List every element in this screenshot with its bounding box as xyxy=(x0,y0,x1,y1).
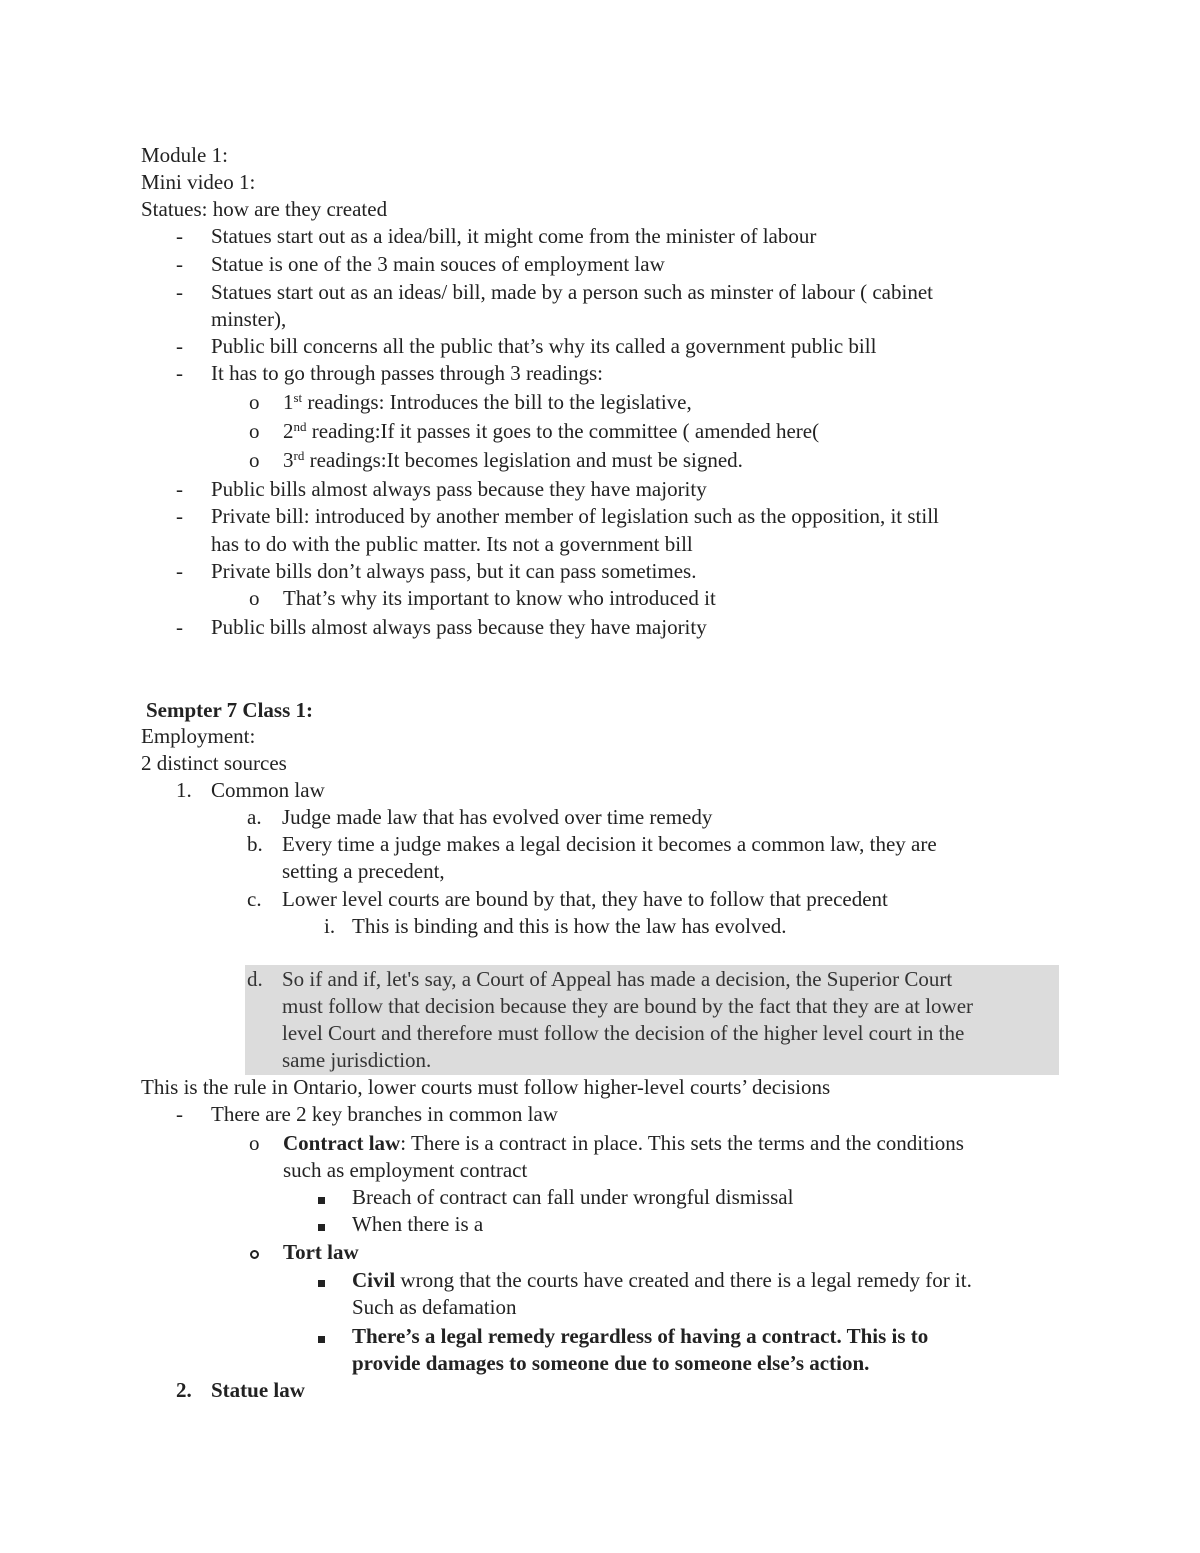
list-item: Statues start out as an ideas/ bill, made by a person such as minster of labour ( cabinet xyxy=(211,280,933,304)
circle-bullet: o xyxy=(249,448,260,472)
list-letter: a. xyxy=(247,805,262,829)
list-subsubitem: When there is a xyxy=(352,1212,484,1236)
bold-circle-bullet xyxy=(250,1239,259,1266)
square-bullet xyxy=(318,1323,325,1350)
dash-bullet: - xyxy=(176,224,183,248)
highlighted-text: So if and if, let's say, a Court of Appeal has made a decision, the Superior Court xyxy=(282,967,953,991)
list-subitem: Judge made law that has evolved over time remedy xyxy=(282,805,713,829)
circle-bullet: o xyxy=(249,419,260,443)
list-number: 1. xyxy=(176,778,192,802)
dash-bullet: - xyxy=(176,334,183,358)
reading-item-2: 2nd reading:If it passes it goes to the committee ( amended here( xyxy=(283,419,820,443)
list-subsubitem: Breach of contract can fall under wrongful dismissal xyxy=(352,1185,794,1209)
list-subsubitem: This is binding and this is how the law has evolved. xyxy=(352,914,787,938)
list-letter: b. xyxy=(247,832,263,856)
circle-bullet: o xyxy=(249,586,260,610)
reading-item-1: 1st readings: Introduces the bill to the legislative, xyxy=(283,390,692,414)
dash-bullet: - xyxy=(176,559,183,583)
remedy-item: There’s a legal remedy regardless of having a contract. This is to xyxy=(352,1324,929,1348)
dash-bullet: - xyxy=(176,361,183,385)
civil-item: Civil wrong that the courts have created and there is a legal remedy for it. xyxy=(352,1268,972,1292)
reading-item-3: 3rd readings:It becomes legislation and must be signed. xyxy=(283,448,743,472)
dash-bullet: - xyxy=(176,615,183,639)
sources-label: 2 distinct sources xyxy=(141,751,287,775)
dash-bullet: - xyxy=(176,477,183,501)
remedy-item-continuation: provide damages to someone due to someone else’s action. xyxy=(352,1351,870,1375)
statutes-topic: Statues: how are they created xyxy=(141,197,388,221)
circle-bullet: o xyxy=(249,390,260,414)
list-subitem-continuation: such as employment contract xyxy=(283,1158,528,1182)
list-item: Private bills don’t always pass, but it can pass sometimes. xyxy=(211,559,697,583)
list-letter: d. xyxy=(247,967,263,991)
list-item: Statue is one of the 3 main souces of employment law xyxy=(211,252,665,276)
section-title: Sempter 7 Class 1: xyxy=(146,698,314,722)
list-number: 2. xyxy=(176,1378,192,1402)
list-item: Public bills almost always pass because they have majority xyxy=(211,477,707,501)
circle-bullet: o xyxy=(249,1131,260,1155)
list-item: Common law xyxy=(211,778,325,802)
list-item: Statues start out as a idea/bill, it might come from the minister of labour xyxy=(211,224,817,248)
list-item: Statue law xyxy=(211,1378,305,1402)
list-item: It has to go through passes through 3 readings: xyxy=(211,361,603,385)
list-item-continuation: has to do with the public matter. Its not a government bill xyxy=(211,532,693,556)
dash-bullet: - xyxy=(176,1102,183,1126)
list-item: Public bill concerns all the public that’s why its called a government public bill xyxy=(211,334,877,358)
dash-bullet: - xyxy=(176,280,183,304)
tort-law-item: Tort law xyxy=(283,1240,359,1264)
highlighted-text: same jurisdiction. xyxy=(282,1048,432,1072)
list-item-continuation: minster), xyxy=(211,307,287,331)
list-letter: c. xyxy=(247,887,262,911)
highlighted-text: level Court and therefore must follow the decision of the higher level court in the xyxy=(282,1021,965,1045)
list-subitem: Every time a judge makes a legal decision it becomes a common law, they are xyxy=(282,832,937,856)
highlighted-text: must follow that decision because they are bound by the fact that they are at lower xyxy=(282,994,974,1018)
list-subsubitem-continuation: Such as defamation xyxy=(352,1295,517,1319)
module-heading: Module 1: xyxy=(141,143,228,167)
square-bullet xyxy=(318,1211,325,1238)
contract-law-item: Contract law: There is a contract in place. This sets the terms and the conditions xyxy=(283,1131,964,1155)
list-subitem: That’s why its important to know who introduced it xyxy=(283,586,716,610)
mini-video-heading: Mini video 1: xyxy=(141,170,256,194)
ontario-rule: This is the rule in Ontario, lower courts must follow higher-level courts’ decisions xyxy=(141,1075,831,1099)
list-subitem: Lower level courts are bound by that, they have to follow that precedent xyxy=(282,887,888,911)
list-roman: i. xyxy=(324,914,336,938)
square-bullet xyxy=(318,1267,325,1294)
square-bullet xyxy=(318,1184,325,1211)
list-item: Private bill: introduced by another member of legislation such as the opposition, it still xyxy=(211,504,939,528)
list-subitem-continuation: setting a precedent, xyxy=(282,859,445,883)
dash-bullet: - xyxy=(176,504,183,528)
list-item: Public bills almost always pass because they have majority xyxy=(211,615,707,639)
list-item: There are 2 key branches in common law xyxy=(211,1102,558,1126)
employment-label: Employment: xyxy=(141,724,256,748)
dash-bullet: - xyxy=(176,252,183,276)
